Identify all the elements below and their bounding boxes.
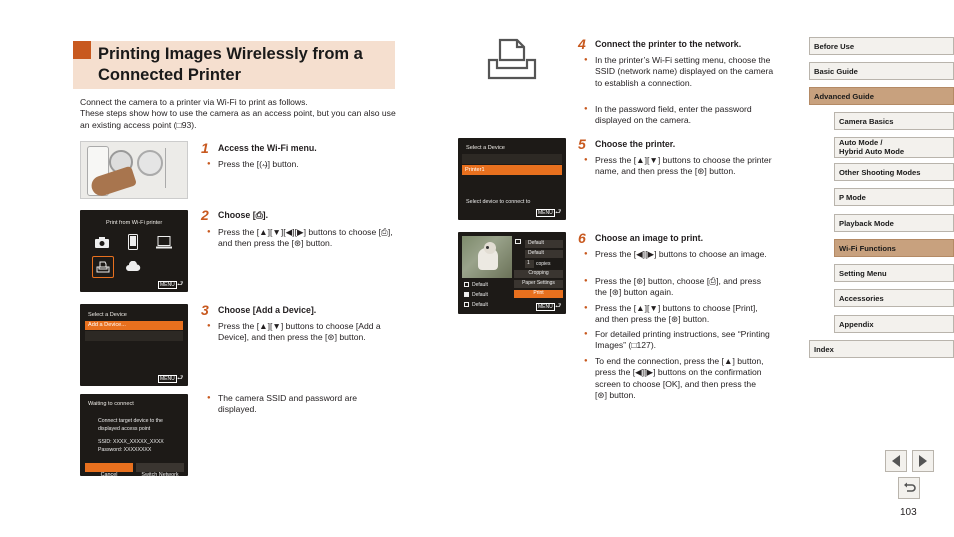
step-bullet: ● In the printer’s Wi-Fi setting menu, choose the SSID (network name) displayed on the camera to establish a connection. (584, 55, 774, 89)
back-icon: ⮐ (177, 375, 184, 382)
next-page-button[interactable] (912, 450, 934, 472)
step-bullet: ● Press the [⊛] button, choose [⎙], and press the [⊛] button again. (584, 276, 770, 299)
cancel-option: Cancel (85, 463, 133, 472)
nav-other-shooting-modes[interactable]: Other Shooting Modes (834, 163, 954, 181)
back-icon: ⮐ (555, 303, 562, 310)
nav-advanced-guide[interactable]: Advanced Guide (809, 87, 954, 105)
smartphone-icon (123, 232, 143, 252)
cloud-icon (123, 256, 143, 276)
triangle-right-icon (917, 454, 929, 468)
page-number: 103 (900, 507, 917, 518)
camera-icon (92, 232, 112, 252)
nav-playback-mode[interactable]: Playback Mode (834, 214, 954, 232)
nav-before-use[interactable]: Before Use (809, 37, 954, 55)
printer-select-icon (92, 256, 114, 278)
computer-icon (154, 232, 174, 252)
step-title: Choose the printer. (595, 139, 676, 149)
nav-index[interactable]: Index (809, 340, 954, 358)
step-bullet: ● Press the [▲][▼] buttons to choose [Add a Device], and then press the [⊛] button. (207, 321, 399, 344)
preview-photo (462, 236, 512, 278)
intro-text: Connect the camera to a printer via Wi-Fi to print as follows. These steps show how to use the camera as an access point, but you can also use an existing access point (□93). (80, 97, 396, 130)
step-title: Choose an image to print. (595, 233, 704, 243)
step-number: 4 (578, 36, 586, 52)
step-title: Choose [⎙]. (218, 210, 269, 220)
step-number: 6 (578, 230, 586, 246)
nav-appendix[interactable]: Appendix (834, 315, 954, 333)
print-option: Print (514, 290, 563, 298)
nav-wifi-functions[interactable]: Wi-Fi Functions (834, 239, 954, 257)
book-icon: □ (176, 119, 182, 130)
nav-auto-mode[interactable]: Auto Mode / Hybrid Auto Mode (834, 137, 954, 158)
back-icon: ⮐ (555, 209, 562, 216)
step-number: 3 (201, 302, 209, 318)
step-title: Access the Wi-Fi menu. (218, 143, 317, 153)
camera-photo (80, 141, 188, 199)
back-icon: ⮐ (177, 281, 184, 288)
step-bullet: ● Press the [▲][▼][◀][▶] buttons to choose [⎙], and then press the [⊛] button. (207, 227, 399, 250)
step-bullet: ● Press the [▲][▼] buttons to choose the printer name, and then press the [⊛] button. (584, 155, 776, 178)
prev-page-button[interactable] (885, 450, 907, 472)
step-number: 2 (201, 207, 209, 223)
camera-screen-select-device: Select a Device Add a Device... MENU ⮐ (80, 304, 188, 386)
page-title: Printing Images Wirelessly from a Connected Printer (98, 45, 363, 84)
printer-icon (487, 37, 537, 81)
camera-screen-print-image: Default Default Default Default Default 1 copies Cropping Paper Settings Print MENU ⮐ (458, 232, 566, 314)
step-number: 1 (201, 140, 209, 156)
nav-accessories[interactable]: Accessories (834, 289, 954, 307)
nav-p-mode[interactable]: P Mode (834, 188, 954, 206)
nav-camera-basics[interactable]: Camera Basics (834, 112, 954, 130)
step-number: 5 (578, 136, 586, 152)
camera-screen-waiting: Waiting to connect Connect target device to the displayed access point SSID: XXXX_XXXXX_XXXX Password: XXXXXXXX Cancel Switch Network (80, 394, 188, 476)
return-icon (902, 482, 916, 494)
printer1-item: Printer1 (462, 165, 562, 175)
step-bullet: ● In the password field, enter the password displayed on the camera. (584, 104, 776, 127)
step-bullet: ● The camera SSID and password are displayed. (207, 393, 382, 416)
step-title: Connect the printer to the network. (595, 39, 742, 49)
triangle-left-icon (890, 454, 902, 468)
nav-setting-menu[interactable]: Setting Menu (834, 264, 954, 282)
add-device-item: Add a Device... (85, 321, 183, 330)
switch-network-option: Switch Network (136, 463, 184, 472)
step-bullet: ● Press the [(·̶)] button. (207, 159, 397, 170)
camera-screen-printer: Select a Device Printer1 Select device to connect to MENU ⮐ (458, 138, 566, 220)
nav-basic-guide[interactable]: Basic Guide (809, 62, 954, 80)
step-bullet: ● Press the [▲][▼] buttons to choose [Print], and then press the [⊛] button. (584, 303, 770, 326)
step-bullet: ● For detailed printing instructions, see “Printing Images” (□127). (584, 329, 770, 352)
step-title: Choose [Add a Device]. (218, 305, 317, 315)
return-button[interactable] (898, 477, 920, 499)
step-bullet: ● Press the [◀][▶] buttons to choose an image. (584, 249, 770, 260)
title-marker (73, 41, 91, 59)
step-bullet: ● To end the connection, press the [▲] button, press the [◀][▶] buttons on the confirmation screen to choose [OK], and then press the [⊛] button. (584, 356, 770, 401)
camera-screen-choose: Print from Wi-Fi printer MENU ⮐ (80, 210, 188, 292)
